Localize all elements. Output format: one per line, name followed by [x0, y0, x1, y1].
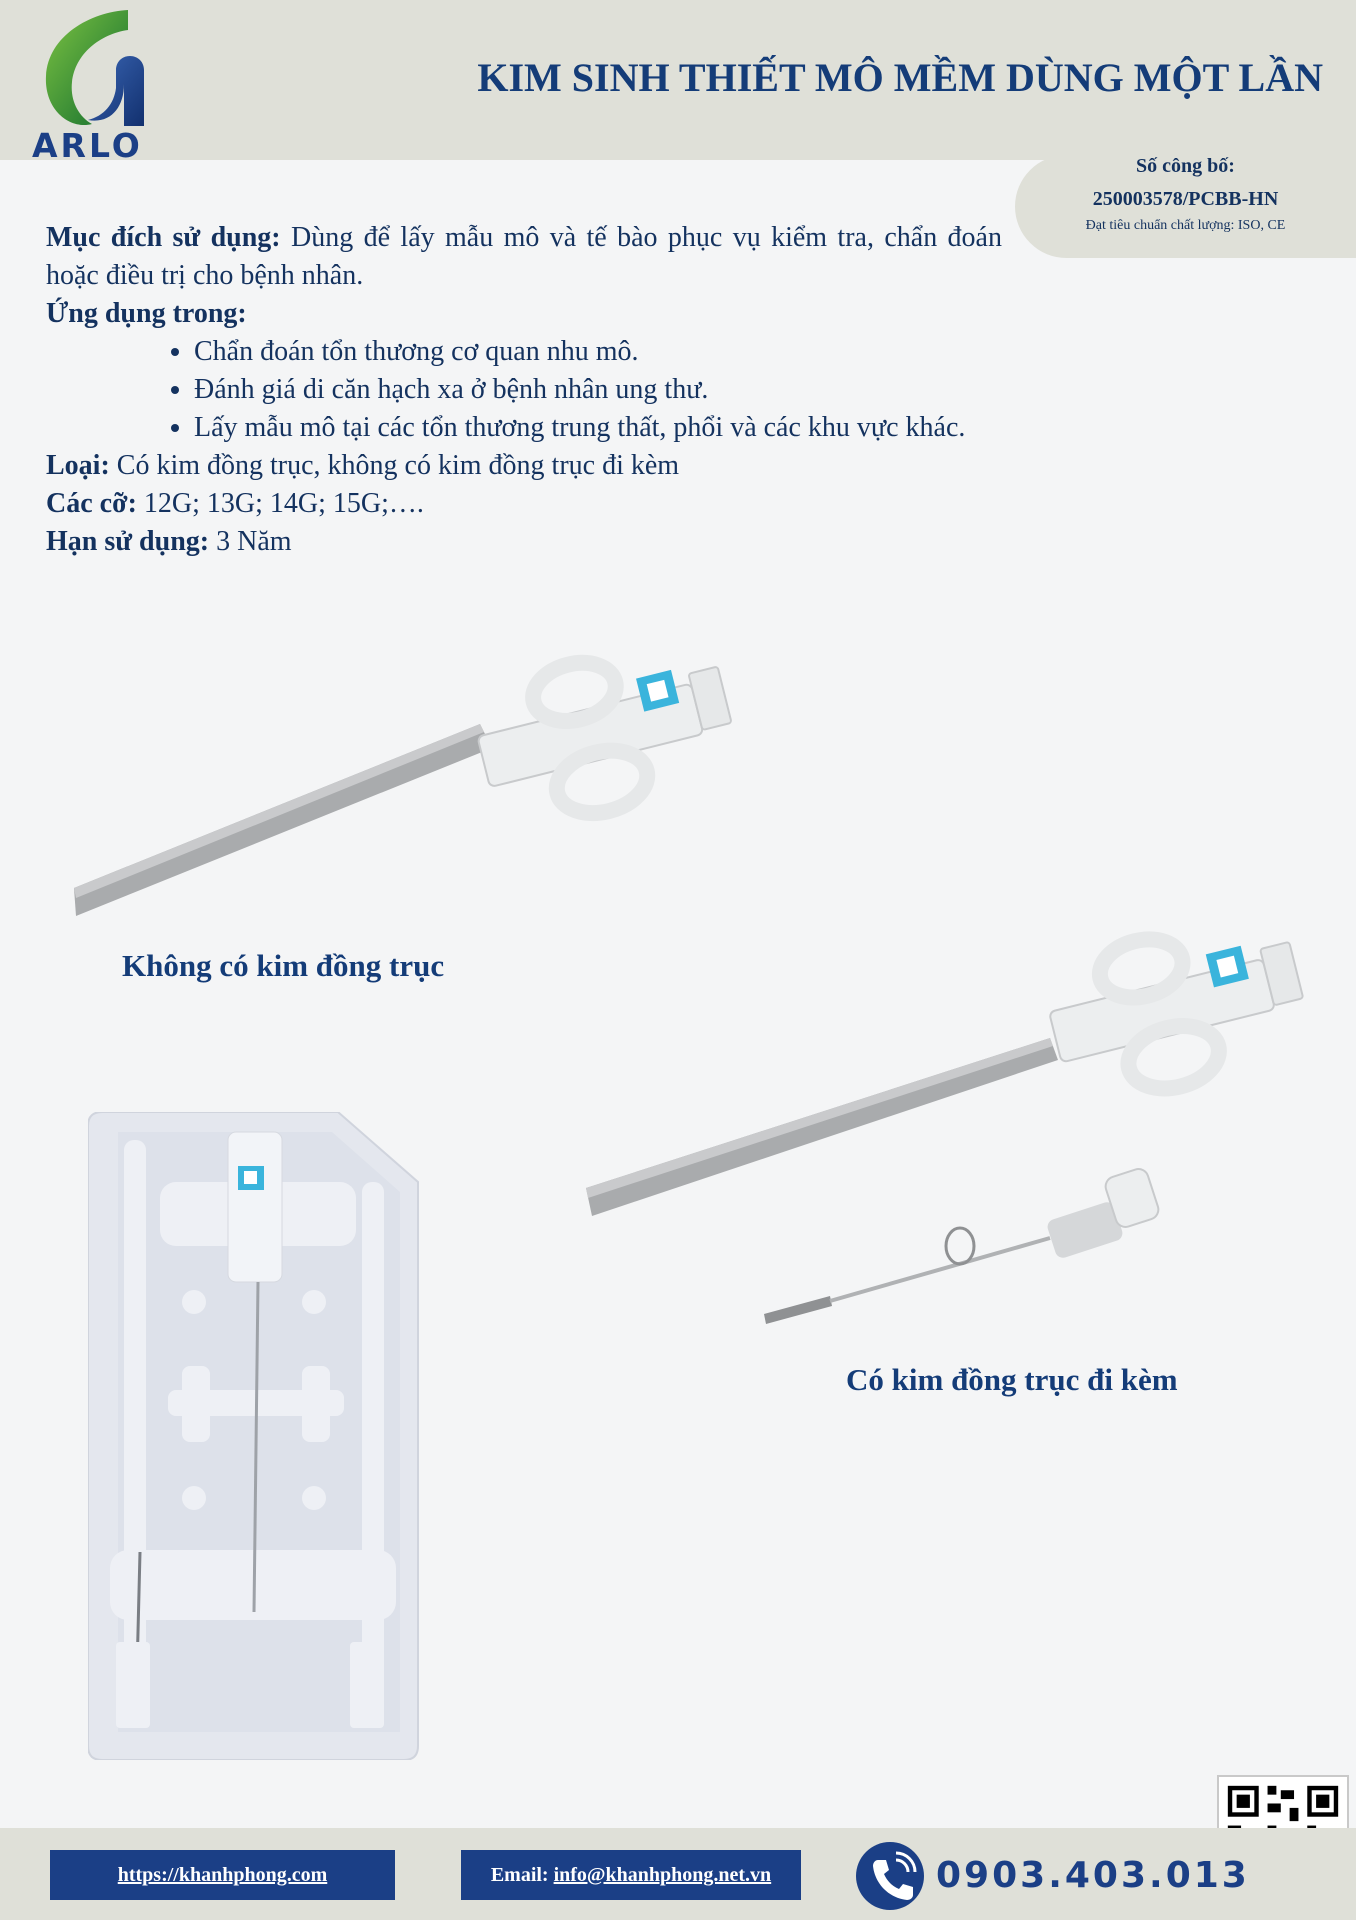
- caption-with-coaxial: Có kim đồng trục đi kèm: [846, 1362, 1178, 1397]
- caption-without-coaxial: Không có kim đồng trục: [122, 948, 445, 983]
- needle-with-coaxial-image: [580, 920, 1340, 1340]
- purpose-text: Dùng để lấy mẫu mô và tế bào phục vụ kiểm tra, chẩn đoán hoặc điều trị cho bệnh nhân.: [46, 222, 1002, 291]
- purpose-label: Mục đích sử dụng:: [46, 222, 281, 253]
- expiry-line: Hạn sử dụng: 3 Năm: [46, 526, 292, 557]
- list-item: • Lấy mẫu mô tại các tổn thương trung thất, phổi và các khu vực khác.: [194, 409, 1002, 447]
- purpose-paragraph: [46, 219, 1002, 295]
- quality-standard: Đạt tiêu chuẩn chất lượng: ISO, CE: [1085, 218, 1286, 233]
- website-link[interactable]: [50, 1850, 395, 1900]
- phone-icon: [856, 1842, 924, 1910]
- sizes-line: Các cỡ: 12G; 13G; 14G; 15G;….: [46, 488, 424, 519]
- email-link[interactable]: info@khanhphong.net.vn: [553, 1864, 772, 1886]
- needle-without-coaxial-image: [60, 640, 740, 920]
- email-label: Email:: [490, 1864, 549, 1886]
- application-heading: Ứng dụng trong:: [46, 298, 247, 329]
- certificate-label: Số công bố:: [1136, 155, 1235, 177]
- page-header: [0, 0, 1356, 165]
- type-line: Loại: Có kim đồng trục, không có kim đồng trục đi kèm: [46, 450, 680, 481]
- logo-text: ARLO: [32, 126, 143, 165]
- list-item: • Đánh giá di căn hạch xa ở bệnh nhân ung thư.: [194, 371, 1002, 409]
- page-footer: [0, 1828, 1356, 1920]
- email-box[interactable]: [461, 1850, 801, 1900]
- application-list: [46, 333, 1002, 447]
- list-item: • Chẩn đoán tổn thương cơ quan nhu mô.: [194, 333, 1002, 371]
- certificate-badge: [1015, 155, 1356, 258]
- packaging-tray-image: [88, 1112, 420, 1760]
- page-title: KIM SINH THIẾT MÔ MỀM DÙNG MỘT LẦN: [477, 55, 1323, 100]
- certificate-number: 250003578/PCBB-HN: [1092, 188, 1279, 210]
- website-text[interactable]: https://khanhphong.com: [117, 1864, 328, 1886]
- product-description: [46, 219, 1002, 561]
- phone-number[interactable]: 0903.403.013: [936, 1855, 1250, 1896]
